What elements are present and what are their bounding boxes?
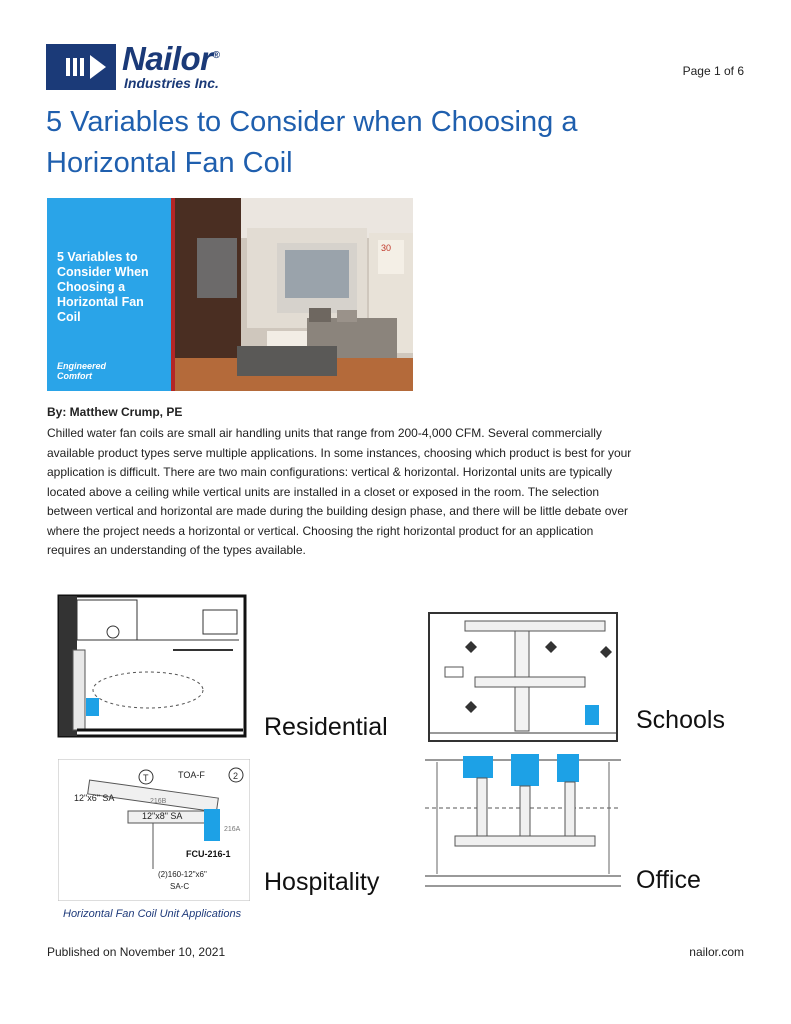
- hospitality-sa-note-2: 12"x8" SA: [142, 811, 183, 821]
- page-title: [46, 102, 686, 184]
- figure-caption: Horizontal Fan Coil Unit Applications: [63, 908, 242, 920]
- published-date: Published on November 10, 2021: [47, 945, 226, 959]
- schools-floor-plan: [425, 607, 621, 745]
- hospitality-floor-plan: [58, 759, 250, 901]
- office-floor-plan: [425, 752, 621, 894]
- company-name: Nailor®: [122, 40, 220, 77]
- hospitality-fcu-label: FCU-216-1: [186, 849, 231, 859]
- hospitality-room-216a: 216A: [224, 826, 241, 833]
- nailor-logo-mark-icon: [46, 44, 116, 90]
- title-line: Horizontal Fan Coil: [46, 147, 293, 179]
- site-link[interactable]: nailor.com: [689, 945, 744, 959]
- page-indicator: Page 1 of 6: [682, 64, 744, 78]
- office-label: Office: [636, 866, 701, 894]
- hospitality-room-216b: 216B: [150, 798, 167, 805]
- company-subtitle: Industries Inc.: [124, 75, 219, 91]
- hospitality-label: Hospitality: [264, 868, 380, 896]
- hero-image: [47, 198, 413, 391]
- hospitality-sac-note-2: SA-C: [170, 882, 190, 891]
- hospitality-sac-note-1: (2)160-12"x6": [158, 870, 207, 879]
- hospitality-sa-note-1: 12"x6" SA: [74, 793, 115, 803]
- hospitality-toa-note: TOA-F: [178, 770, 205, 780]
- intro-paragraph: Chilled water fan coils are small air handling units that range from 200-4,000 CFM. Several commercially available product types serve multiple applications. In some instances, choosing which product is best for your application is difficult. There are two main configurations: vertical & horizontal. Horizontal units are typically located above a ceiling while vertical units are installed in a closet or exposed in the room. The selection between vertical and horizontal are made during the building design phase, and there will be little debate over where the project needs a horizontal or vertical. Choosing the right horizontal product for an application requires an understanding of the types available.: [47, 426, 632, 557]
- hospitality-tag-2: 2: [233, 771, 239, 781]
- residential-floor-plan: [53, 590, 249, 742]
- hero-overlay-text: 5 Variables to Consider When Choosing a Horizontal Fan Coil: [57, 250, 149, 324]
- schools-label: Schools: [636, 706, 725, 734]
- residential-label: Residential: [264, 713, 388, 741]
- hospitality-tag-t: T: [143, 773, 149, 783]
- author-byline: By: Matthew Crump, PE: [47, 405, 183, 419]
- title-line: 5 Variables to Consider when Choosing a: [46, 106, 578, 138]
- wall-number: 30: [381, 243, 392, 253]
- engineered-comfort-brand: Engineered Comfort: [57, 361, 107, 381]
